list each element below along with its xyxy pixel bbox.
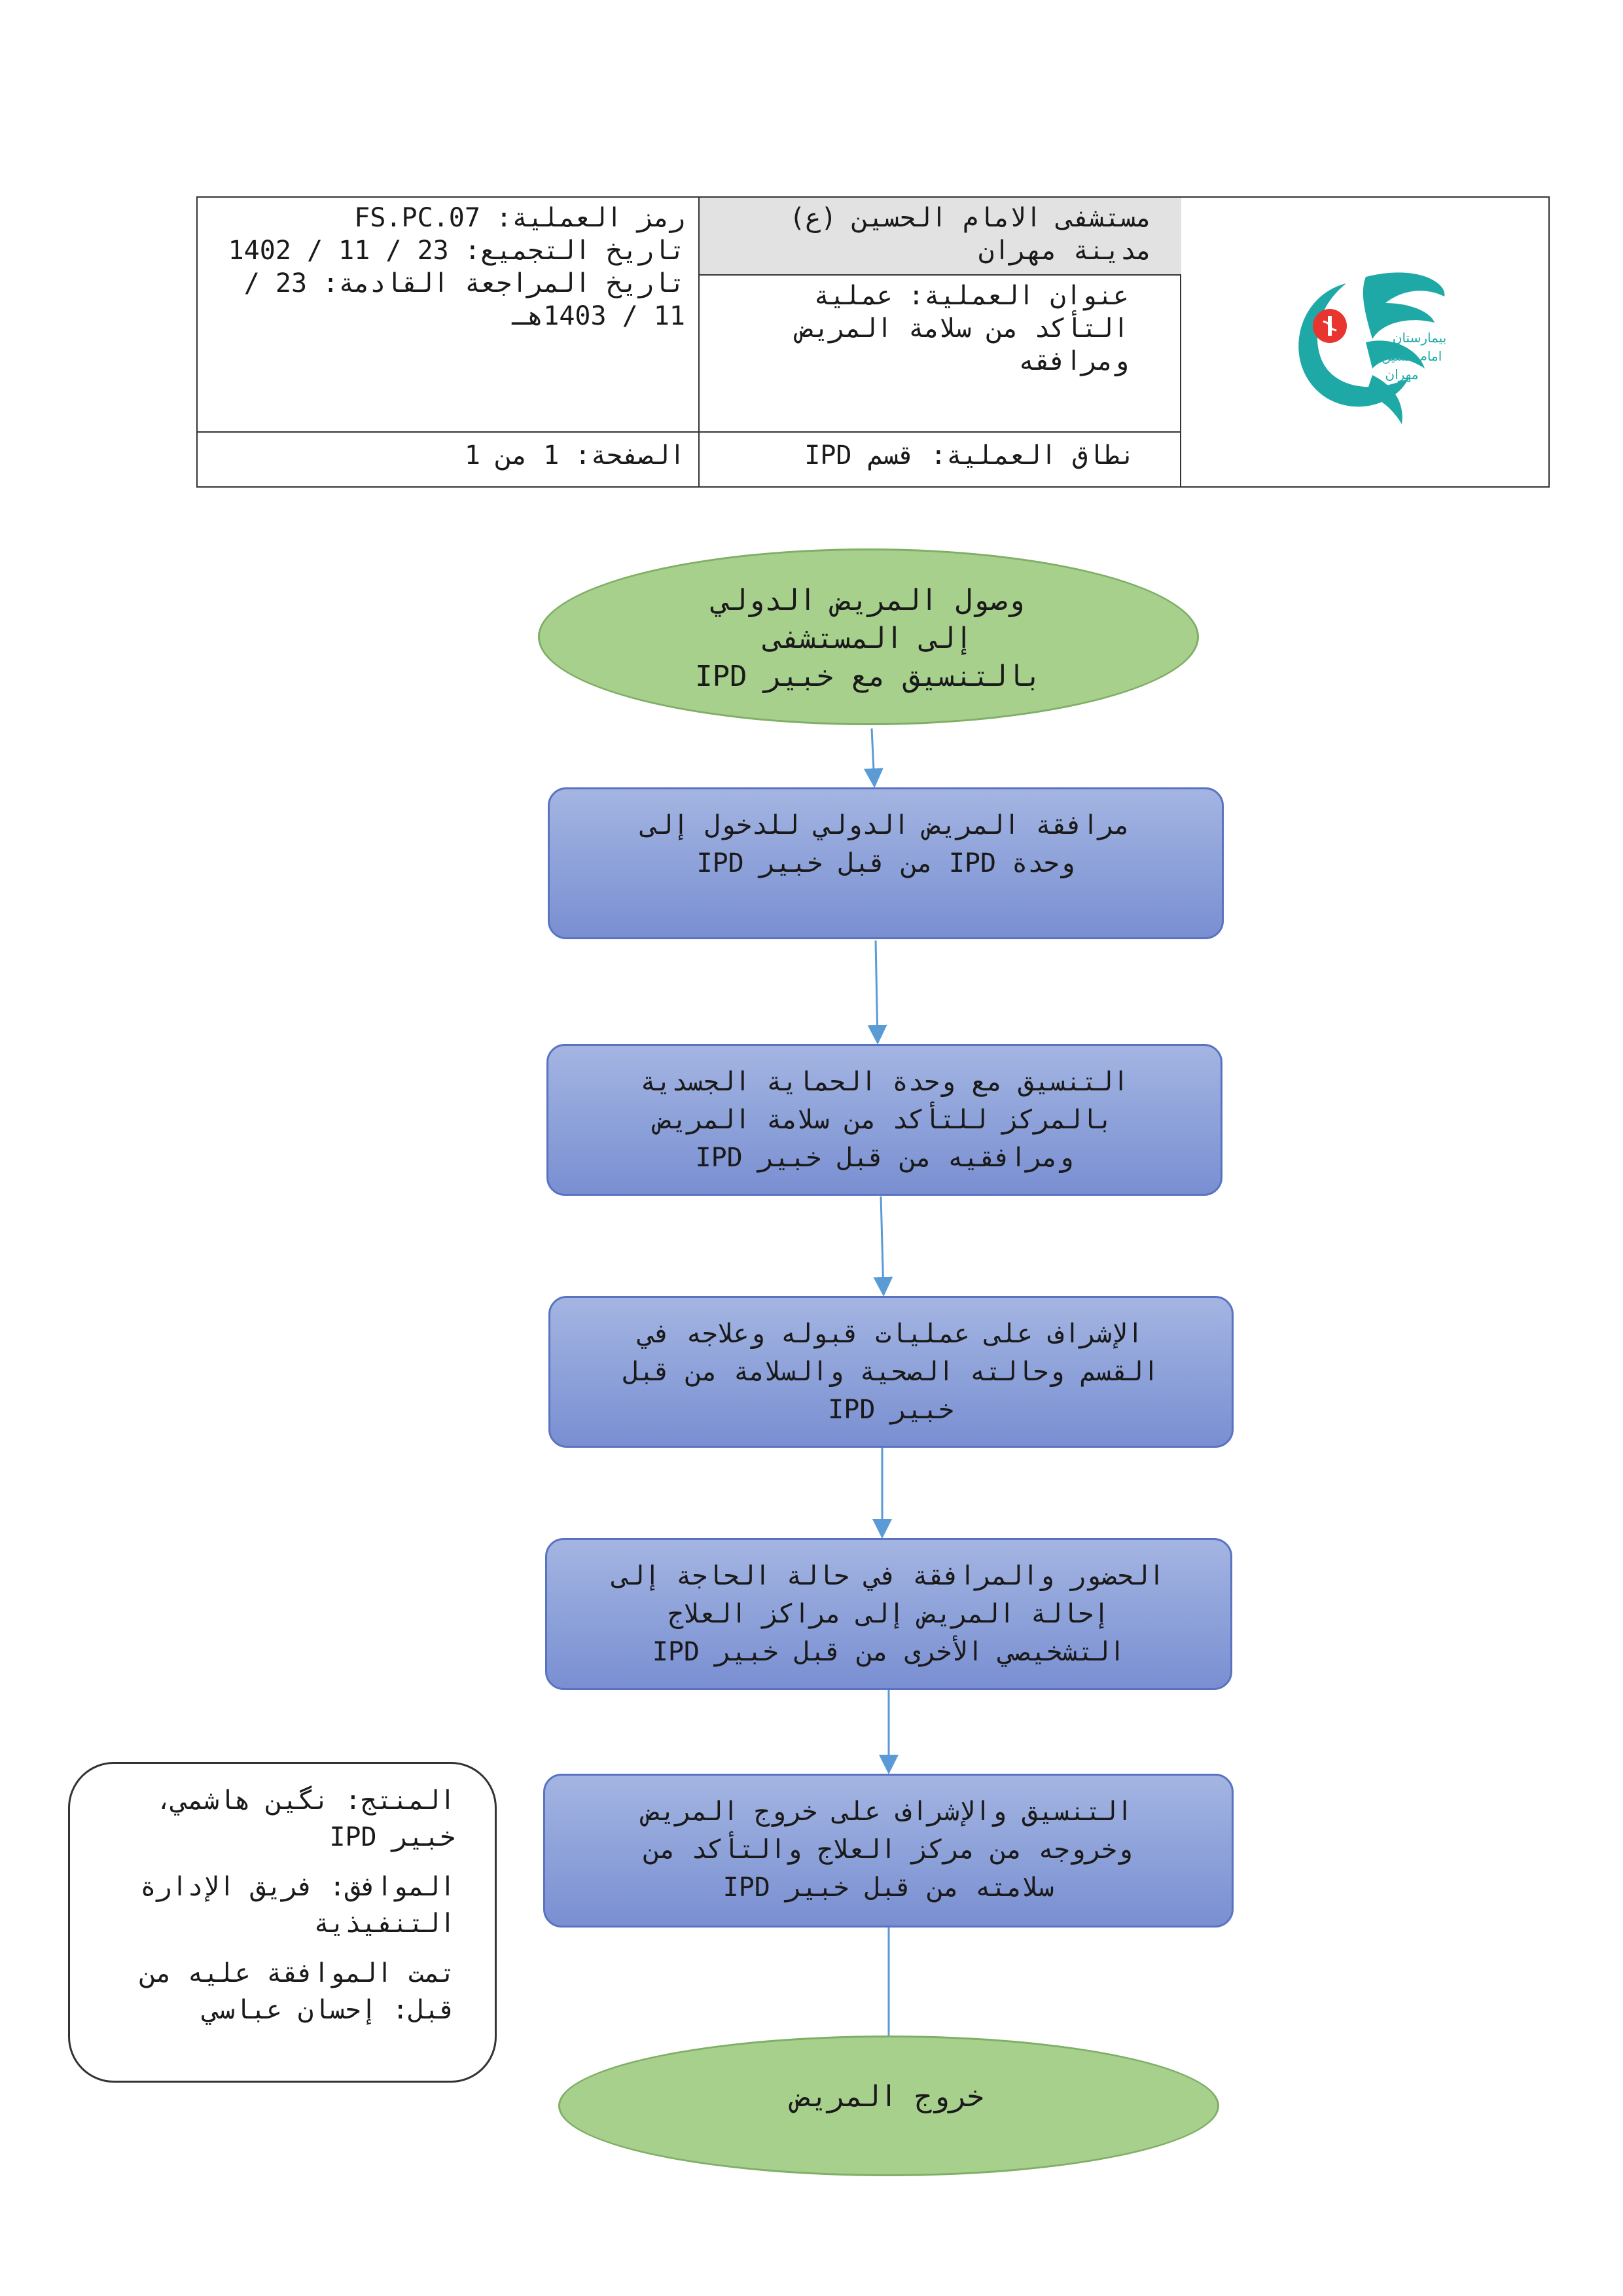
process-title: عنوان العملية: عملية التأكد من سلامة المريض ومرافقه (798, 281, 1129, 376)
step-label: التنسيق والإشراف على خروج المريض وخروجه من مركز العلاج والتأكد من سلامته من قبل خبير IPD (644, 1797, 1133, 1903)
step-label: الإشراف على عمليات قبوله وعلاجه في القسم وحالته الصحية والسلامة من قبل خبير IPD (623, 1319, 1159, 1425)
hospital-name: مستشفى الامام الحسين (ع) مدينة مهران (789, 203, 1152, 266)
flow-arrow (876, 941, 878, 1041)
flow-step-3 (548, 1296, 1234, 1448)
page-number: الصفحة: 1 من 1 (464, 440, 685, 471)
flow-step-4 (545, 1538, 1232, 1690)
end-label: خروج المريض (793, 2080, 984, 2113)
step-label: الحضور والمرافقة في حالة الحاجة إلى إحالة المريض إلى مراكز العلاج التشخيصي الأخرى من قبل خبير IPD (613, 1561, 1165, 1667)
approved-by-text: تمت الموافقة عليه من قبل: إحسان عباسي (140, 1958, 455, 2025)
compile-date: تاريخ التجميع: 23 / 11 / 1402 (228, 236, 685, 266)
step-label: التنسيق مع وحدة الحماية الجسدية بالمركز للتأكد من سلامة المريض ومرافقيه من قبل خبير IPD (640, 1067, 1129, 1173)
logo-text: امام حسین (1381, 348, 1442, 364)
start-label: وصول المريض الدولي إلى المستشفى بالتنسيق مع خبير IPD (695, 584, 1042, 693)
approver-text: الموافق: فريق الإدارة التنفيذية (140, 1872, 455, 1939)
next-review-date: تاريخ المراجعة القادمة: 23 / 11 / 1403هـ (243, 268, 685, 331)
flow-arrow (881, 1196, 883, 1293)
flow-step-1 (548, 787, 1224, 939)
end-oval (558, 2036, 1219, 2176)
approval-note (68, 1762, 497, 2083)
flow-step-2 (546, 1044, 1222, 1196)
flow-step-5 (543, 1774, 1234, 1928)
process-code: رمز العملية: FS.PC.07 (354, 203, 685, 233)
logo-text: بیمارستان (1392, 329, 1446, 346)
logo-text: مهران (1384, 366, 1419, 382)
flow-arrow (872, 728, 874, 784)
producer-text: المنتج: نگين هاشمي، خبير IPD (156, 1785, 455, 1852)
start-oval (538, 548, 1199, 725)
process-scope: نطاق العملية: قسم IPD (804, 440, 1135, 471)
step-label: مرافقة المريض الدولي للدخول إلى وحدة IPD من قبل خبير IPD (641, 810, 1130, 878)
